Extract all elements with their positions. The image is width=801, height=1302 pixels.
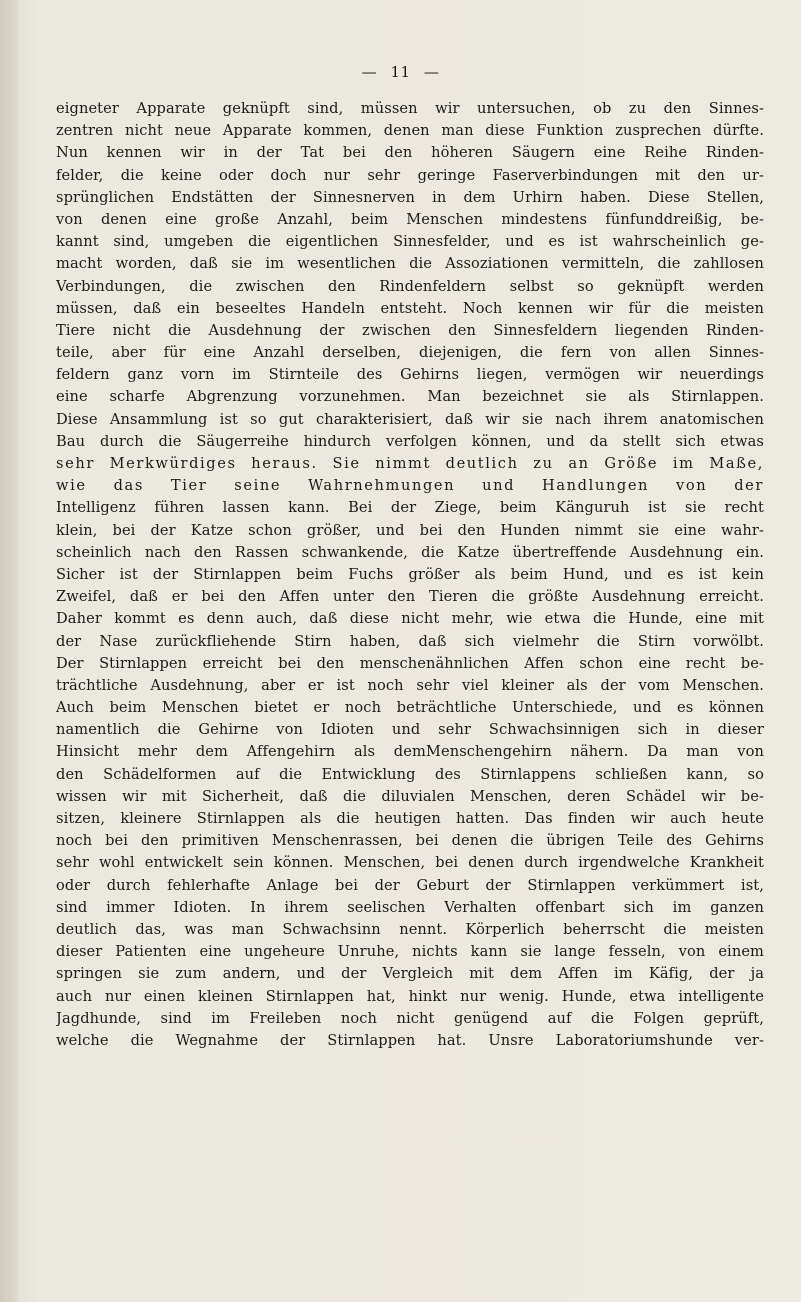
text-line: Intelligenz führen lassen kann. Bei der Ziege, beim Känguruh ist sie recht — [56, 499, 764, 517]
text-line: springen sie zum andern, und der Vergleich mit dem Affen im Käfig, der ja — [56, 965, 764, 983]
text-line-emphasis: wie das Tier seine Wahrnehmungen und Handlungen von der — [56, 477, 764, 495]
text-line: welche die Wegnahme der Stirnlappen hat. Unsre Laboratoriumshunde ver- — [56, 1031, 764, 1049]
page-header — [0, 63, 801, 81]
text-line: Zweifel, daß er bei den Affen unter den Tieren die größte Ausdehnung erreicht. — [56, 588, 764, 606]
text-line-emphasis: sehr Merkwürdiges heraus. Sie nimmt deutlich zu an Größe im Maße, — [56, 455, 764, 472]
text-line: Hinsicht mehr dem Affengehirn als demMenschengehirn nähern. Da man von — [56, 743, 764, 761]
text-line: feldern ganz vorn im Stirnteile des Gehirns liegen, vermögen wir neuerdings — [56, 366, 764, 384]
text-line: sprünglichen Endstätten der Sinnesnerven in dem Urhirn haben. Diese Stellen, — [56, 188, 764, 206]
text-line: Jagdhunde, sind im Freileben noch nicht genügend auf die Folgen geprüft, — [56, 1009, 764, 1027]
text-line: Der Stirnlappen erreicht bei den menschenähnlichen Affen schon eine recht be- — [56, 654, 764, 672]
text-line: sehr wohl entwickelt sein können. Menschen, bei denen durch irgendwelche Krankheit — [56, 854, 764, 872]
text-line: felder, die keine oder doch nur sehr geringe Faserverbindungen mit den ur- — [56, 166, 764, 184]
text-line: klein, bei der Katze schon größer, und bei den Hunden nimmt sie eine wahr- — [56, 521, 764, 539]
text-line: noch bei den primitiven Menschenrassen, bei denen die übrigen Teile des Gehirns — [56, 832, 764, 850]
page-number: 11 — [390, 63, 411, 81]
text-line: deutlich das, was man Schwachsinn nennt. Körperlich beherrscht die meisten — [56, 920, 764, 938]
text-line: Verbindungen, die zwischen den Rindenfeldern selbst so geknüpft werden — [56, 277, 764, 295]
text-line: auch nur einen kleinen Stirnlappen hat, hinkt nur wenig. Hunde, etwa intelligente — [56, 987, 764, 1005]
text-line: müssen, daß ein beseeltes Handeln entsteht. Noch kennen wir für die meisten — [56, 299, 764, 317]
text-line: den Schädelformen auf die Entwicklung des Stirnlappens schließen kann, so — [56, 765, 764, 783]
text-line: oder durch fehlerhafte Anlage bei der Geburt der Stirnlappen verkümmert ist, — [56, 876, 764, 894]
text-line: macht worden, daß sie im wesentlichen die Assoziationen vermitteln, die zahllosen — [56, 255, 764, 273]
text-line: wissen wir mit Sicherheit, daß die diluvialen Menschen, deren Schädel wir be- — [56, 787, 764, 805]
body-paragraph — [56, 98, 764, 1052]
text-line: Daher kommt es denn auch, daß diese nicht mehr, wie etwa die Hunde, eine mit — [56, 610, 764, 628]
text-line: zentren nicht neue Apparate kommen, denen man diese Funktion zusprechen dürfte. — [56, 122, 764, 140]
text-line: dieser Patienten eine ungeheure Unruhe, nichts kann sie lange fesseln, von einem — [56, 943, 764, 961]
header-dash-left: — — [361, 63, 378, 81]
text-line: der Nase zurückfliehende Stirn haben, daß sich vielmehr die Stirn vorwölbt. — [56, 632, 764, 650]
text-line: Tiere nicht die Ausdehnung der zwischen den Sinnesfeldern liegenden Rinden- — [56, 321, 764, 339]
text-line: von denen eine große Anzahl, beim Menschen mindestens fünfunddreißig, be- — [56, 210, 764, 228]
text-line: eine scharfe Abgrenzung vorzunehmen. Man bezeichnet sie als Stirnlappen. — [56, 388, 764, 406]
binding-gutter — [0, 0, 18, 1302]
text-line: Sicher ist der Stirnlappen beim Fuchs größer als beim Hund, und es ist kein — [56, 565, 764, 583]
text-line: eigneter Apparate geknüpft sind, müssen wir untersuchen, ob zu den Sinnes- — [56, 100, 764, 117]
header-dash-right: — — [423, 63, 440, 81]
text-line: Bau durch die Säugerreihe hindurch verfolgen können, und da stellt sich etwas — [56, 432, 764, 450]
text-line: Diese Ansammlung ist so gut charakterisiert, daß wir sie nach ihrem anatomischen — [56, 410, 764, 428]
text-line: Nun kennen wir in der Tat bei den höheren Säugern eine Reihe Rinden- — [56, 144, 764, 162]
text-line: namentlich die Gehirne von Idioten und sehr Schwachsinnigen sich in dieser — [56, 721, 764, 739]
text-line: kannt sind, umgeben die eigentlichen Sinnesfelder, und es ist wahrscheinlich ge- — [56, 233, 764, 251]
text-line: trächtliche Ausdehnung, aber er ist noch sehr viel kleiner als der vom Menschen. — [56, 676, 764, 694]
text-line: Auch beim Menschen bietet er noch beträchtliche Unterschiede, und es können — [56, 699, 764, 717]
text-line: teile, aber für eine Anzahl derselben, diejenigen, die fern von allen Sinnes- — [56, 344, 764, 362]
text-line: scheinlich nach den Rassen schwankende, die Katze übertreffende Ausdehnung ein. — [56, 543, 764, 561]
text-line: sitzen, kleinere Stirnlappen als die heutigen hatten. Das finden wir auch heute — [56, 810, 764, 827]
text-line: sind immer Idioten. In ihrem seelischen Verhalten offenbart sich im ganzen — [56, 898, 764, 916]
